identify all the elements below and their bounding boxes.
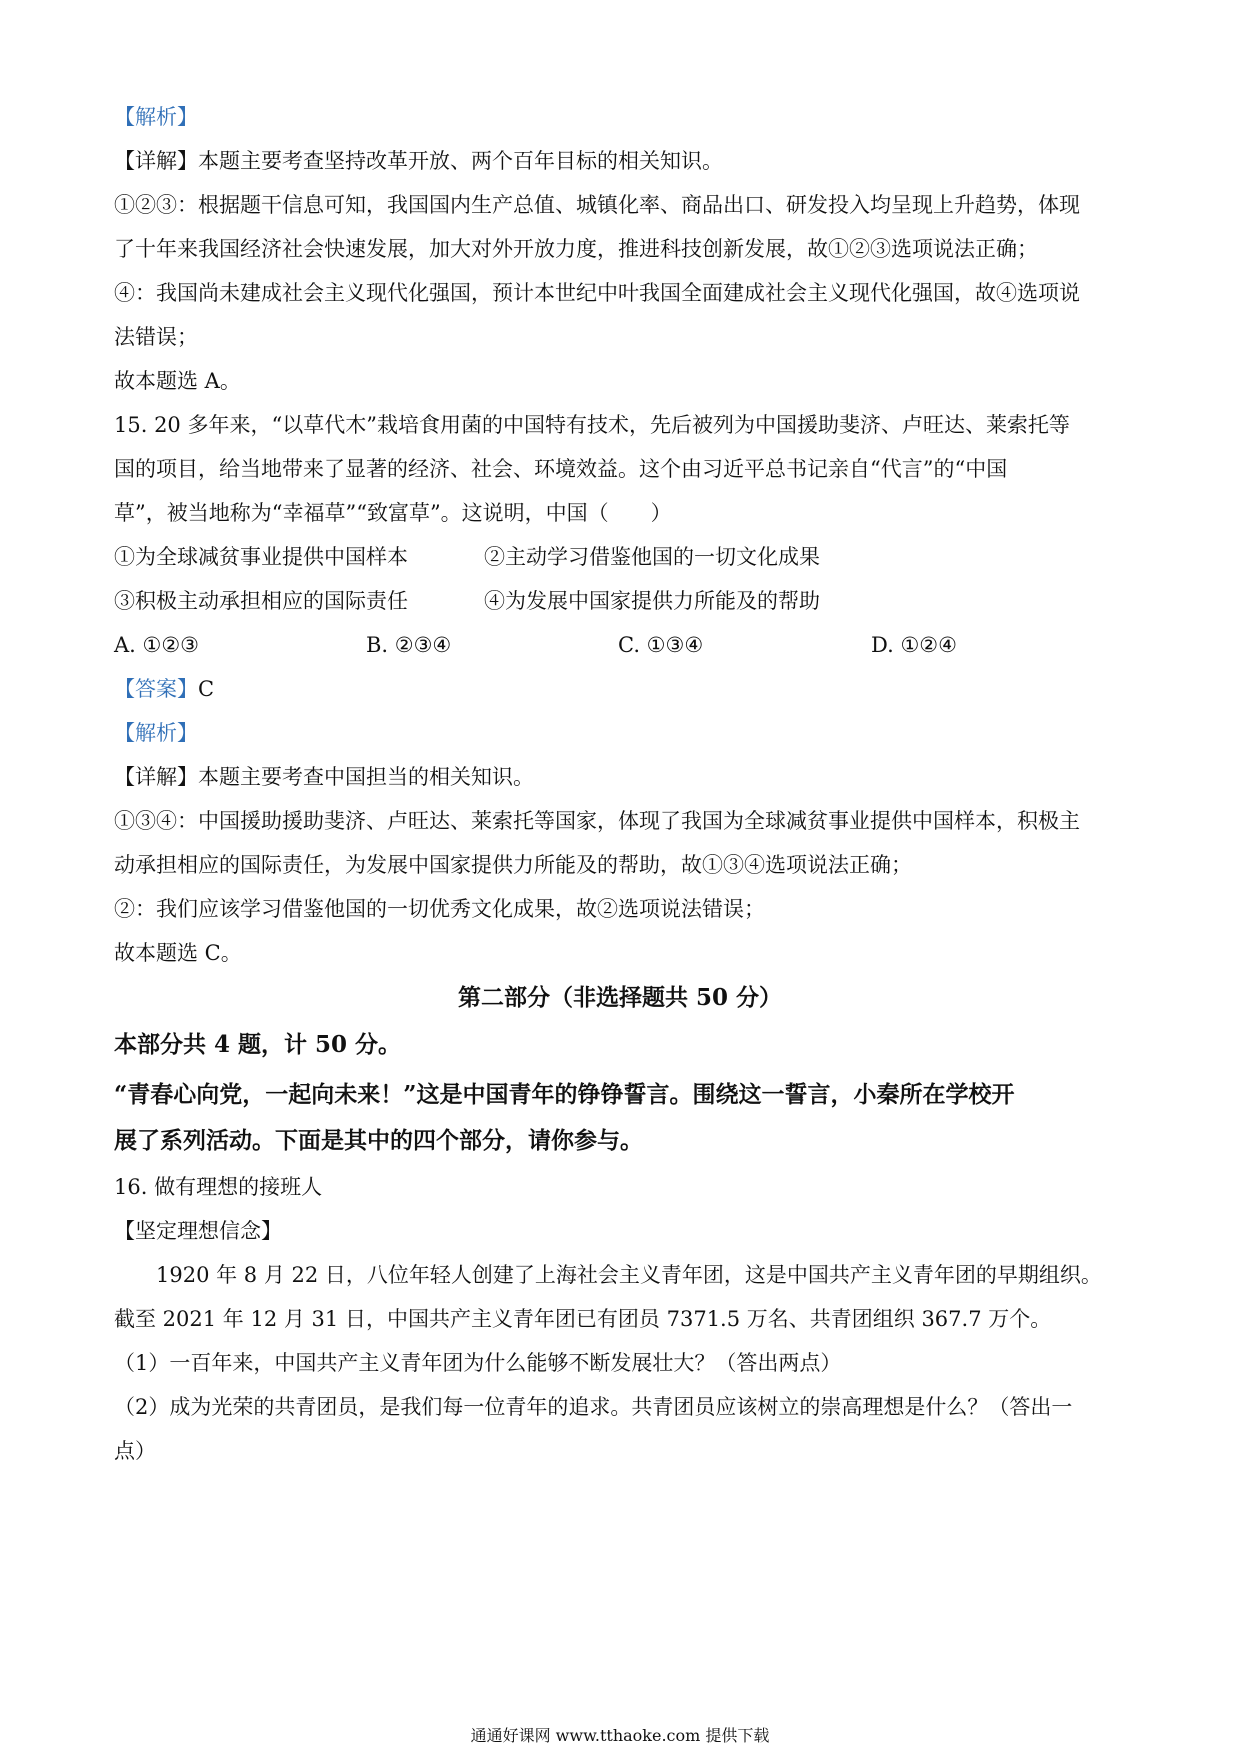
analysis-tag: 【解析】 (114, 721, 198, 745)
answer-tag: 【答案】 (114, 677, 198, 701)
detail-line: 【详解】本题主要考查中国担当的相关知识。 (114, 765, 534, 789)
sub-question: 点） (114, 1439, 156, 1463)
theme-line: “青春心向党，一起向未来！”这是中国青年的铮铮誓言。围绕这一誓言，小秦所在学校开 (114, 1081, 1015, 1108)
question-stem: 草”，被当地称为“幸福草”“致富草”。这说明，中国（ ） (114, 501, 672, 525)
conclusion-line: 故本题选 A。 (114, 369, 241, 393)
section-heading: 【坚定理想信念】 (114, 1219, 282, 1243)
answer-line (114, 674, 1124, 704)
question-stem: 国的项目，给当地带来了显著的经济、社会、环境效益。这个由习近平总书记亲自“代言”的“中国 (114, 457, 1008, 481)
paragraph-line: ②：我们应该学习借鉴他国的一切优秀文化成果，故②选项说法错误； (114, 897, 765, 921)
conclusion-line: 故本题选 C。 (114, 941, 242, 965)
paragraph-line: ①③④：中国援助援助斐济、卢旺达、莱索托等国家，体现了我国为全球减贫事业提供中国样本，积极主 (114, 809, 1080, 833)
paragraph-line: ④：我国尚未建成社会主义现代化强国，预计本世纪中叶我国全面建成社会主义现代化强国，故④选项说 (114, 281, 1080, 305)
statement-item: ④为发展中国家提供力所能及的帮助 (484, 589, 820, 613)
footer-watermark: 通通好课网 www.tthaoke.com 提供下载 (470, 1726, 770, 1745)
question-stem: 15. 20 多年来，“以草代木”栽培食用菌的中国特有技术，先后被列为中国援助斐济、卢旺达、莱索托等 (114, 413, 1070, 437)
question-title: 16. 做有理想的接班人 (114, 1175, 323, 1199)
theme-line: 展了系列活动。下面是其中的四个部分，请你参与。 (114, 1127, 643, 1154)
choice-d: D. ①②④ (871, 633, 957, 657)
answer-value: C (198, 677, 215, 701)
statement-item: ①为全球减贫事业提供中国样本 (114, 545, 408, 569)
statement-item: ②主动学习借鉴他国的一切文化成果 (484, 545, 820, 569)
paragraph-line: 动承担相应的国际责任，为发展中国家提供力所能及的帮助，故①③④选项说法正确； (114, 853, 912, 877)
choice-c: C. ①③④ (618, 633, 704, 657)
paragraph-line: ①②③：根据题干信息可知，我国国内生产总值、城镇化率、商品出口、研发投入均呈现上升趋势，体现 (114, 193, 1080, 217)
detail-line: 【详解】本题主要考查坚持改革开放、两个百年目标的相关知识。 (114, 149, 723, 173)
sub-question: （2）成为光荣的共青团员，是我们每一位青年的追求。共青团员应该树立的崇高理想是什么？（答出一 (114, 1395, 1073, 1419)
analysis-tag: 【解析】 (114, 105, 198, 129)
paragraph-line: 法错误； (114, 325, 198, 349)
paragraph-line: 了十年来我国经济社会快速发展，加大对外开放力度，推进科技创新发展，故①②③选项说法正确； (114, 237, 1038, 261)
part-intro: 本部分共 4 题，计 50 分。 (114, 1031, 402, 1058)
part-heading: 第二部分（非选择题共 50 分） (457, 984, 783, 1011)
material-line: 1920 年 8 月 22 日，八位年轻人创建了上海社会主义青年团，这是中国共产主义青年团的早期组织。 (156, 1263, 1102, 1287)
choice-a: A. ①②③ (114, 633, 199, 657)
statement-item: ③积极主动承担相应的国际责任 (114, 589, 408, 613)
choice-b: B. ②③④ (366, 633, 452, 657)
sub-question: （1）一百年来，中国共产主义青年团为什么能够不断发展壮大？（答出两点） (114, 1351, 842, 1375)
material-line: 截至 2021 年 12 月 31 日，中国共产主义青年团已有团员 7371.5 万名、共青团组织 367.7 万个。 (114, 1307, 1052, 1331)
